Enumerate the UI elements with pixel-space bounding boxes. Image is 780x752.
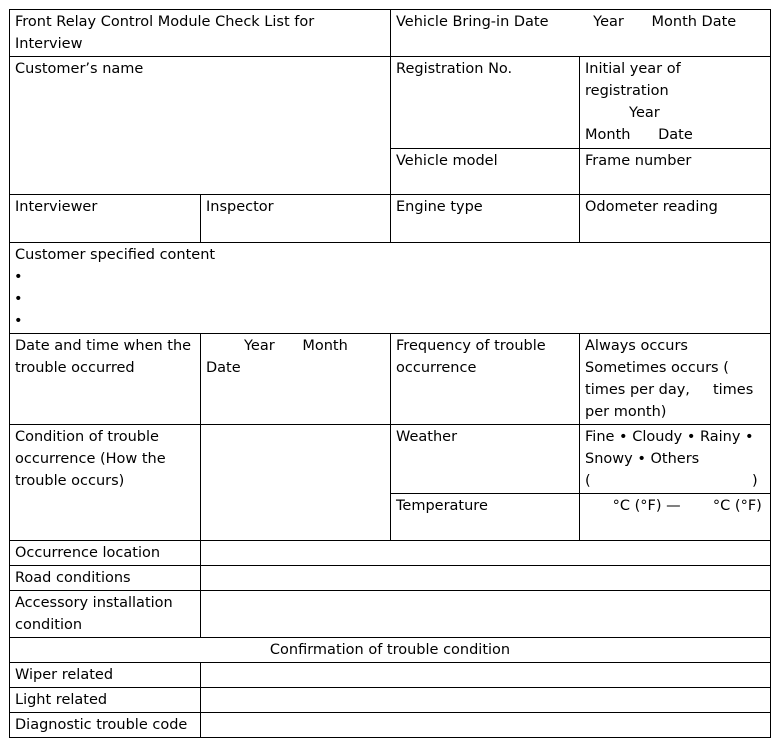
road-conditions-field[interactable] (201, 566, 771, 591)
occurrence-location-field[interactable] (201, 541, 771, 566)
temperature-label: Temperature (391, 494, 580, 541)
wiper-field[interactable] (201, 663, 771, 688)
frame-number-label: Frame number (585, 153, 692, 169)
odometer-cell[interactable] (580, 195, 771, 243)
frequency-sometimes: Sometimes occurs ( times per day, times per month) (585, 360, 754, 420)
registration-no-cell[interactable] (391, 57, 580, 149)
customer-content-cell[interactable] (10, 243, 771, 334)
customer-content-bullet: • (14, 291, 23, 307)
odometer-label: Odometer reading (585, 199, 718, 215)
customer-content-bullet: • (14, 313, 23, 329)
accessory-field[interactable] (201, 591, 771, 638)
dtc-label: Diagnostic trouble code (10, 713, 201, 738)
confirmation-title: Confirmation of trouble condition (10, 638, 771, 663)
engine-type-cell[interactable] (391, 195, 580, 243)
weather-options[interactable]: Fine • Cloudy • Rainy • Snowy • Others ( ) (580, 425, 771, 494)
road-conditions-label: Road conditions (10, 566, 201, 591)
temperature-value[interactable]: °C (°F) — °C (°F) (580, 494, 771, 541)
initial-year-year: Year (629, 105, 660, 121)
bring-in-date-cell[interactable] (391, 10, 771, 57)
customer-name-cell[interactable] (10, 57, 391, 195)
weather-label: Weather (391, 425, 580, 494)
frequency-cell[interactable] (580, 334, 771, 425)
occurrence-date-label: Date and time when the trouble occurred (10, 334, 201, 425)
light-field[interactable] (201, 688, 771, 713)
frequency-always: Always occurs (585, 338, 688, 354)
checklist-table (9, 9, 771, 738)
light-label: Light related (10, 688, 201, 713)
dtc-field[interactable] (201, 713, 771, 738)
frame-number-cell[interactable] (580, 149, 771, 195)
interviewer-cell[interactable] (10, 195, 201, 243)
customer-content-label: Customer specified content (15, 247, 216, 263)
initial-year-label: Initial year of registration (585, 61, 681, 99)
inspector-label: Inspector (206, 199, 274, 215)
accessory-label: Accessory installation condition (10, 591, 201, 638)
vehicle-model-cell[interactable] (391, 149, 580, 195)
interviewer-label: Interviewer (15, 199, 98, 215)
initial-year-month-date: Month Date (585, 127, 693, 143)
inspector-cell[interactable] (201, 195, 391, 243)
condition-cell[interactable] (201, 425, 391, 541)
bring-in-date-value: Year Month Date (593, 14, 737, 30)
customer-content-bullet: • (14, 269, 23, 285)
customer-name-label: Customer’s name (15, 61, 144, 77)
initial-year-cell[interactable] (580, 57, 771, 149)
condition-label: Condition of trouble occurrence (How the trouble occurs) (10, 425, 201, 541)
form-title: Front Relay Control Module Check List for Interview (10, 10, 391, 57)
bring-in-date-label: Vehicle Bring-in Date (396, 14, 549, 30)
occurrence-date-cell[interactable] (201, 334, 391, 425)
wiper-label: Wiper related (10, 663, 201, 688)
registration-no-label: Registration No. (396, 61, 513, 77)
vehicle-model-label: Vehicle model (396, 153, 498, 169)
occurrence-location-label: Occurrence location (10, 541, 201, 566)
engine-type-label: Engine type (396, 199, 483, 215)
occurrence-date-value: Year Month Date (206, 338, 348, 376)
frequency-label: Frequency of trouble occurrence (391, 334, 580, 425)
